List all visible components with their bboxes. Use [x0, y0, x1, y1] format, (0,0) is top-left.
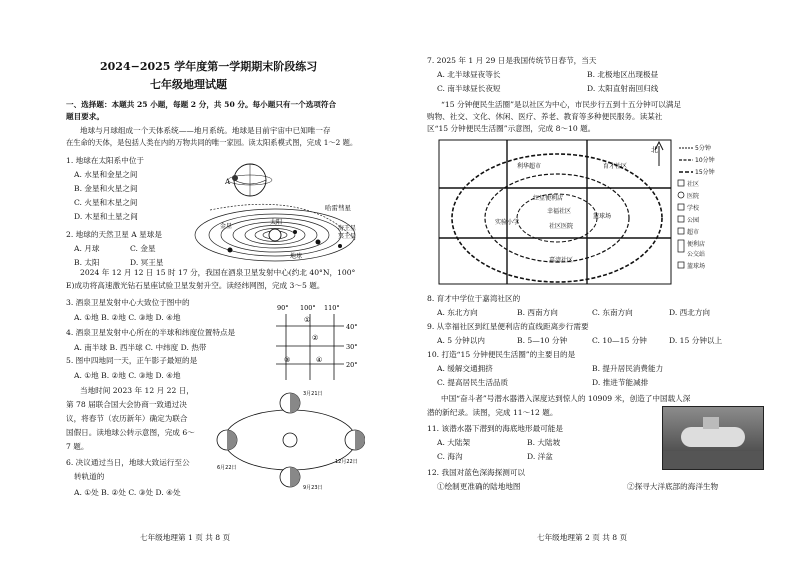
legend-store: 便利店	[687, 241, 706, 248]
solar-label-earth: 地球	[290, 253, 303, 260]
q10-option-d[interactable]: D. 推进节能减排	[592, 378, 649, 387]
lon-100: 100°	[300, 304, 316, 312]
legend-court: 篮球场	[687, 263, 706, 270]
question-1: 1. 地球在太阳系中位于	[66, 156, 145, 165]
q10-option-c[interactable]: C. 提高居民生活品质	[437, 378, 509, 387]
map-label-jiawan: 嘉湾社区	[549, 257, 574, 264]
passage-8-10: “15 分钟便民生活圈”是以社区为中心，市民步行五到十五分钟可以满足	[441, 100, 682, 109]
q8-option-a[interactable]: A. 东北方向	[437, 308, 478, 317]
orbit-label-dec22: 12月22日	[335, 459, 358, 465]
solar-label-comet: 哈雷彗星	[325, 204, 351, 212]
q2-option-d[interactable]: D. 冥王星	[130, 258, 164, 267]
q3-options[interactable]: A. ①地 B. ②地 C. ③地 D. ④地	[74, 313, 181, 322]
q2-option-c[interactable]: C. 金星	[130, 244, 156, 253]
legend-supermarket: 超市	[687, 229, 700, 236]
orbit-label-sep23: 9月23日	[303, 485, 323, 491]
lon-90: 90°	[277, 304, 289, 312]
question-3: 3. 酒泉卫星发射中心大致位于图中的	[66, 298, 190, 307]
legend-park: 公园	[687, 217, 700, 224]
question-2: 2. 地球的天然卫星 A 星球是	[66, 230, 162, 239]
legend-15min: 15分钟	[695, 169, 715, 176]
latitude-longitude-grid	[272, 300, 362, 382]
q5-options[interactable]: A. ①地 B. ②地 C. ③地 D. ④地	[74, 371, 181, 380]
question-12: 12. 我国对蓝色深海探测可以	[427, 468, 526, 477]
q2-option-a[interactable]: A. 月球	[74, 244, 100, 253]
q7-option-b[interactable]: B. 北极地区出现极昼	[587, 70, 659, 79]
passage-6-7: 7 题。	[66, 442, 89, 451]
q8-option-d[interactable]: D. 西北方向	[669, 308, 711, 317]
q9-option-a[interactable]: A. 5 分钟以内	[437, 336, 485, 345]
passage-6-7: 议，将春节（农历新年）确定为联合	[66, 414, 188, 423]
solar-label-venus: 金星	[220, 223, 233, 230]
question-6-cont: 转轨道的	[74, 472, 105, 481]
q7-option-a[interactable]: A. 北半球昼夜等长	[437, 70, 501, 79]
legend-5min: 5分钟	[695, 145, 711, 152]
map-label-shiyan: 实验小学	[495, 219, 520, 226]
solar-label-a: A	[225, 178, 231, 186]
q1-option-c[interactable]: C. 火星和木星之间	[74, 198, 138, 207]
submersible-photo	[662, 406, 764, 470]
community-map	[437, 138, 757, 288]
marker-4: ④	[316, 356, 323, 364]
marker-2: ②	[312, 334, 319, 342]
section-heading-cont: 题目要求。	[66, 112, 104, 121]
legend-community: 社区	[687, 181, 700, 188]
question-4: 4. 酒泉卫星发射中心所在的半球和纬度位置特点是	[66, 328, 236, 337]
q12-item-2: ②探寻大洋底部的海洋生物	[627, 482, 719, 491]
map-label-hongxing: 红星便利店	[533, 195, 564, 202]
question-6: 6. 决议通过当日，地球大致运行至公	[66, 458, 190, 467]
passage-6-7: 国假日。读地球公转示意图，完成 6～	[66, 428, 195, 437]
q12-item-1: ①绘制更准确的陆地地图	[437, 482, 521, 491]
q11-option-c[interactable]: C. 海沟	[437, 452, 463, 461]
passage-8-10: 区“15 分钟便民生活圈”示意图，完成 8～10 题。	[427, 124, 596, 133]
question-9: 9. 从幸福社区到红星便利店的直线距离步行需要	[427, 322, 589, 331]
q10-option-a[interactable]: A. 缓解交通拥挤	[437, 364, 493, 373]
q6-options[interactable]: A. ①处 B. ②处 C. ③处 D. ④处	[74, 488, 181, 497]
solar-label-sun: 太阳	[270, 219, 283, 226]
q1-option-d[interactable]: D. 木星和土星之间	[74, 212, 138, 221]
page-footer: 七年级地理第 1 页 共 8 页	[140, 533, 231, 542]
section-heading: 一、选择题：本题共 25 小题，每题 2 分，共 50 分。每小题只有一个选项符合	[66, 100, 337, 109]
question-10: 10. 打造“15 分钟便民生活圈”的主要目的是	[427, 350, 576, 359]
q11-option-d[interactable]: D. 洋盆	[527, 452, 553, 461]
map-label-xingfu: 幸福社区	[547, 208, 572, 215]
passage-3-5: 2024 年 12 月 12 日 15 时 17 分，我国在酒泉卫星发射中心(约北 40°N，100°	[80, 268, 356, 277]
q8-option-c[interactable]: C. 东南方向	[592, 308, 633, 317]
solar-label-neptune: 海王星	[338, 225, 357, 232]
legend-hospital: 医院	[687, 193, 700, 200]
map-label-yucai: 育才社区	[603, 163, 628, 170]
passage-11-12: 中国“奋斗者”号潜水器潜入深度达到惊人的 10909 米，创造了中国载人深	[441, 394, 691, 403]
question-7: 7. 2025 年 1 月 29 日是我国传统节日春节，当天	[427, 56, 597, 65]
question-8: 8. 育才中学位于嘉湾社区的	[427, 294, 521, 303]
question-11: 11. 该潜水器下潜到的海底地形最可能是	[427, 424, 563, 433]
marker-1: ①	[304, 316, 311, 324]
passage-3-5-cont: E)成功将高速激光钻石星座试验卫星发射升空。读经纬网图，完成 3～5 题。	[66, 281, 325, 290]
q9-option-b[interactable]: B. 5—10 分钟	[517, 336, 568, 345]
lon-110: 110°	[324, 304, 340, 312]
intro-line: 地球与月球组成一个天体系统——地月系统。地球是目前宇宙中已知唯一存	[80, 126, 331, 135]
lat-30: 30°	[346, 343, 358, 351]
q10-option-b[interactable]: B. 提升居民消费能力	[592, 364, 664, 373]
orbit-label-jun22: 6月22日	[217, 465, 237, 471]
q9-option-c[interactable]: C. 10—15 分钟	[592, 336, 647, 345]
q8-option-b[interactable]: B. 西南方向	[517, 308, 558, 317]
q11-option-a[interactable]: A. 大陆架	[437, 438, 471, 447]
q7-option-d[interactable]: D. 太阳直射南回归线	[587, 84, 659, 93]
q1-option-a[interactable]: A. 水星和金星之间	[74, 170, 138, 179]
north-label: 北	[651, 146, 658, 154]
map-label-clinic: 社区医院	[549, 223, 574, 230]
legend-school: 学校	[687, 205, 700, 212]
passage-8-10: 购物、社交、文化、休闲、医疗、养老、教育等多种便民服务。读某社	[427, 112, 663, 121]
question-5: 5. 图中四地同一天，正午影子最短的是	[66, 356, 198, 365]
intro-line: 在生命的天体，是包括人类在内的万物共同的唯一家园。读太阳系模式图，完成 1～2 题。	[66, 138, 358, 147]
passage-11-12: 潜的新纪录。读图，完成 11～12 题。	[427, 408, 558, 417]
orbit-label-mar21: 3月21日	[303, 391, 323, 397]
q11-option-b[interactable]: B. 大陆坡	[527, 438, 561, 447]
lat-20: 20°	[346, 361, 358, 369]
q7-option-c[interactable]: C. 南半球昼长夜短	[437, 84, 501, 93]
legend-10min: 10分钟	[695, 157, 715, 164]
page-footer: 七年级地理第 2 页 共 8 页	[537, 533, 628, 542]
map-label-ground: 篮球场	[593, 213, 612, 220]
q4-options[interactable]: A. 南半球 B. 西半球 C. 中纬度 D. 热带	[74, 343, 207, 352]
exam-subtitle: 七年级地理试题	[150, 78, 227, 91]
marker-3: ③	[284, 356, 291, 364]
q2-option-b[interactable]: B. 太阳	[74, 258, 100, 267]
earth-orbit-diagram	[215, 385, 365, 495]
exam-title: 2024−2025 学年度第一学期期末阶段练习	[100, 60, 318, 73]
right-page	[397, 0, 794, 561]
passage-6-7: 第 78 届联合国大会协商一致通过决	[66, 400, 187, 409]
lat-40: 40°	[346, 323, 358, 331]
q1-option-b[interactable]: B. 金星和火星之间	[74, 184, 138, 193]
map-label-supermarket: 利华超市	[517, 163, 542, 170]
q9-option-d[interactable]: D. 15 分钟以上	[669, 336, 723, 345]
passage-6-7: 当地时间 2023 年 12 月 22 日，	[80, 386, 194, 395]
legend-bus: 公交站	[687, 251, 706, 258]
solar-label-pluto: 冥王星	[338, 233, 357, 240]
solar-system-diagram	[190, 150, 370, 265]
